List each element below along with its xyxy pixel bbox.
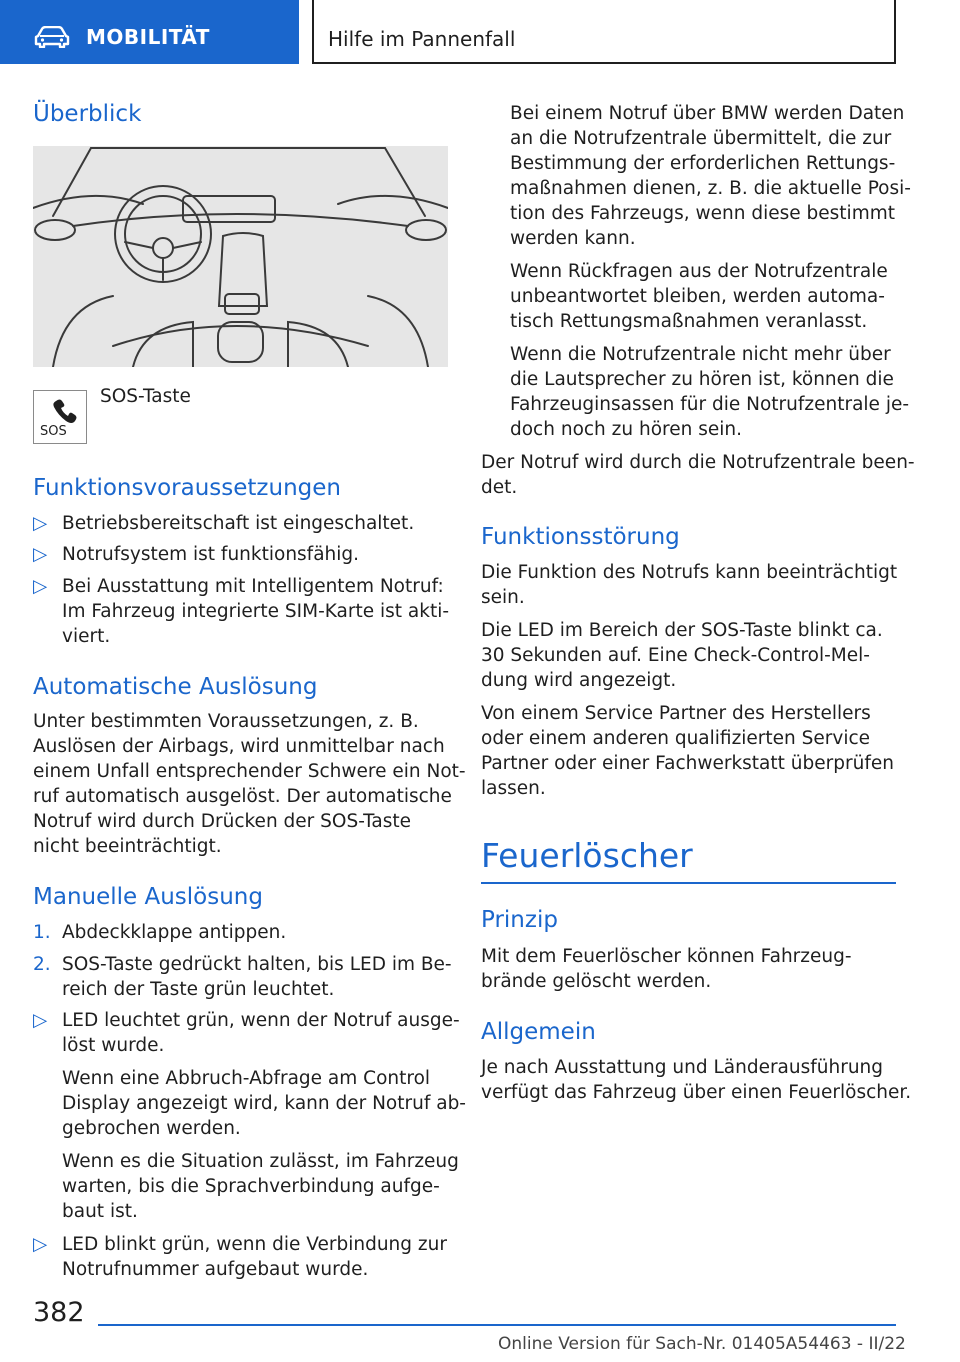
paragraph-line: lassen. bbox=[481, 778, 546, 799]
step-text: reich der Taste grün leuchtet. bbox=[62, 979, 335, 1000]
paragraph-line: verfügt das Fahrzeug über einen Feuerlöscher. bbox=[481, 1082, 912, 1103]
list-item: LED leuchtet grün, wenn der Notruf ausge- bbox=[62, 1010, 460, 1031]
list-item: Bei Ausstattung mit Intelligentem Notruf: bbox=[62, 576, 444, 597]
paragraph-line: ruf automatisch ausgelöst. Der automatische bbox=[33, 786, 452, 807]
sos-label: SOS-Taste bbox=[100, 386, 191, 407]
online-version-note: Online Version für Sach-Nr. 01405A54463 - II/22 bbox=[498, 1334, 906, 1354]
sos-phone-icon bbox=[33, 390, 87, 444]
list-item: löst wurde. bbox=[62, 1035, 165, 1056]
heading-general: Allgemein bbox=[481, 1019, 596, 1045]
paragraph-line: Fahrzeuginsassen für die Notrufzentrale je- bbox=[510, 394, 910, 415]
paragraph-line: Wenn Rückfragen aus der Notrufzentrale bbox=[510, 261, 888, 282]
list-item: Betriebsbereitschaft ist eingeschaltet. bbox=[62, 513, 415, 534]
paragraph-line: tisch Rettungsmaßnahmen veranlasst. bbox=[510, 311, 868, 332]
paragraph-line: det. bbox=[481, 477, 518, 498]
heading-manual: Manuelle Auslösung bbox=[33, 884, 263, 910]
paragraph-line: Display angezeigt wird, kann der Notruf ab- bbox=[62, 1093, 466, 1114]
heading-auto: Automatische Auslösung bbox=[33, 674, 318, 700]
list-item: Im Fahrzeug integrierte SIM-Karte ist akti- bbox=[62, 601, 450, 622]
paragraph-line: Wenn die Notrufzentrale nicht mehr über bbox=[510, 344, 891, 365]
chapter-tab bbox=[0, 0, 299, 64]
list-marker: ▷ bbox=[33, 544, 48, 565]
svg-text:SOS: SOS bbox=[40, 424, 67, 439]
list-marker: ▷ bbox=[33, 513, 48, 534]
heading-fire-extinguisher: Feuerlöscher bbox=[481, 836, 693, 875]
paragraph-line: Bei einem Notruf über BMW werden Daten bbox=[510, 103, 905, 124]
paragraph-line: Die LED im Bereich der SOS-Taste blinkt ca. bbox=[481, 620, 883, 641]
paragraph-line: Wenn eine Abbruch-Abfrage am Control bbox=[62, 1068, 431, 1089]
paragraph-line: sein. bbox=[481, 587, 525, 608]
paragraph-line: Unter bestimmten Voraussetzungen, z. B. bbox=[33, 711, 419, 732]
car-icon bbox=[34, 26, 70, 48]
paragraph-line: dung wird angezeigt. bbox=[481, 670, 677, 691]
step-text: Abdeckklappe antippen. bbox=[62, 922, 287, 943]
heading-func: Funktionsvoraussetzungen bbox=[33, 475, 341, 501]
paragraph-line: tion des Fahrzeugs, wenn diese bestimmt bbox=[510, 203, 895, 224]
list-item: LED blinkt grün, wenn die Verbindung zur bbox=[62, 1234, 447, 1255]
heading-principle: Prinzip bbox=[481, 907, 558, 933]
paragraph-line: 30 Sekunden auf. Eine Check-Control-Mel- bbox=[481, 645, 870, 666]
paragraph-line: Die Funktion des Notrufs kann beeinträchtigt bbox=[481, 562, 898, 583]
paragraph-line: Je nach Ausstattung und Länderausführung bbox=[481, 1057, 884, 1078]
car-interior-illustration bbox=[33, 146, 448, 367]
paragraph-line: Der Notruf wird durch die Notrufzentrale been- bbox=[481, 452, 915, 473]
chapter-title: MOBILITÄT bbox=[86, 25, 210, 49]
list-item: Notrufsystem ist funktionsfähig. bbox=[62, 544, 360, 565]
paragraph-line: oder einem anderen qualifizierten Service bbox=[481, 728, 871, 749]
paragraph-line: nicht beeinträchtigt. bbox=[33, 836, 222, 857]
paragraph-line: Mit dem Feuerlöscher können Fahrzeug- bbox=[481, 946, 852, 967]
paragraph-line: die Lautsprecher zu hören ist, können die bbox=[510, 369, 894, 390]
paragraph-line: Von einem Service Partner des Herstellers bbox=[481, 703, 871, 724]
list-marker: ▷ bbox=[33, 576, 48, 597]
paragraph-line: brände gelöscht werden. bbox=[481, 971, 712, 992]
heading-overview: Überblick bbox=[33, 101, 142, 127]
list-item: viert. bbox=[62, 626, 111, 647]
paragraph-line: Wenn es die Situation zulässt, im Fahrzeug bbox=[62, 1151, 459, 1172]
paragraph-line: Notruf wird durch Drücken der SOS-Taste bbox=[33, 811, 412, 832]
list-marker: ▷ bbox=[33, 1010, 48, 1031]
paragraph-line: warten, bis die Sprachverbindung aufge- bbox=[62, 1176, 440, 1197]
paragraph-line: maßnahmen dienen, z. B. die aktuelle Posi- bbox=[510, 178, 911, 199]
list-item: Notrufnummer aufgebaut wurde. bbox=[62, 1259, 369, 1280]
heading-rule bbox=[481, 882, 896, 884]
paragraph-line: doch noch zu hören sein. bbox=[510, 419, 742, 440]
paragraph-line: einem Unfall entsprechender Schwere ein Not- bbox=[33, 761, 466, 782]
paragraph-line: unbeantwortet bleiben, werden automa- bbox=[510, 286, 885, 307]
footer-rule bbox=[98, 1324, 896, 1326]
step-marker: 2. bbox=[33, 954, 51, 975]
list-marker: ▷ bbox=[33, 1234, 48, 1255]
paragraph-line: Partner oder einer Fachwerkstatt überprüfen bbox=[481, 753, 894, 774]
step-text: SOS-Taste gedrückt halten, bis LED im Be- bbox=[62, 954, 452, 975]
page-number: 382 bbox=[33, 1297, 85, 1328]
paragraph-line: baut ist. bbox=[62, 1201, 138, 1222]
paragraph-line: werden kann. bbox=[510, 228, 636, 249]
paragraph-line: Bestimmung der erforderlichen Rettungs- bbox=[510, 153, 896, 174]
section-header bbox=[312, 0, 896, 64]
paragraph-line: an die Notrufzentrale übermittelt, die zur bbox=[510, 128, 892, 149]
section-title: Hilfe im Pannenfall bbox=[328, 27, 516, 51]
paragraph-line: Auslösen der Airbags, wird unmittelbar nach bbox=[33, 736, 445, 757]
heading-fault: Funktionsstörung bbox=[481, 524, 680, 550]
step-marker: 1. bbox=[33, 922, 51, 943]
paragraph-line: gebrochen werden. bbox=[62, 1118, 241, 1139]
